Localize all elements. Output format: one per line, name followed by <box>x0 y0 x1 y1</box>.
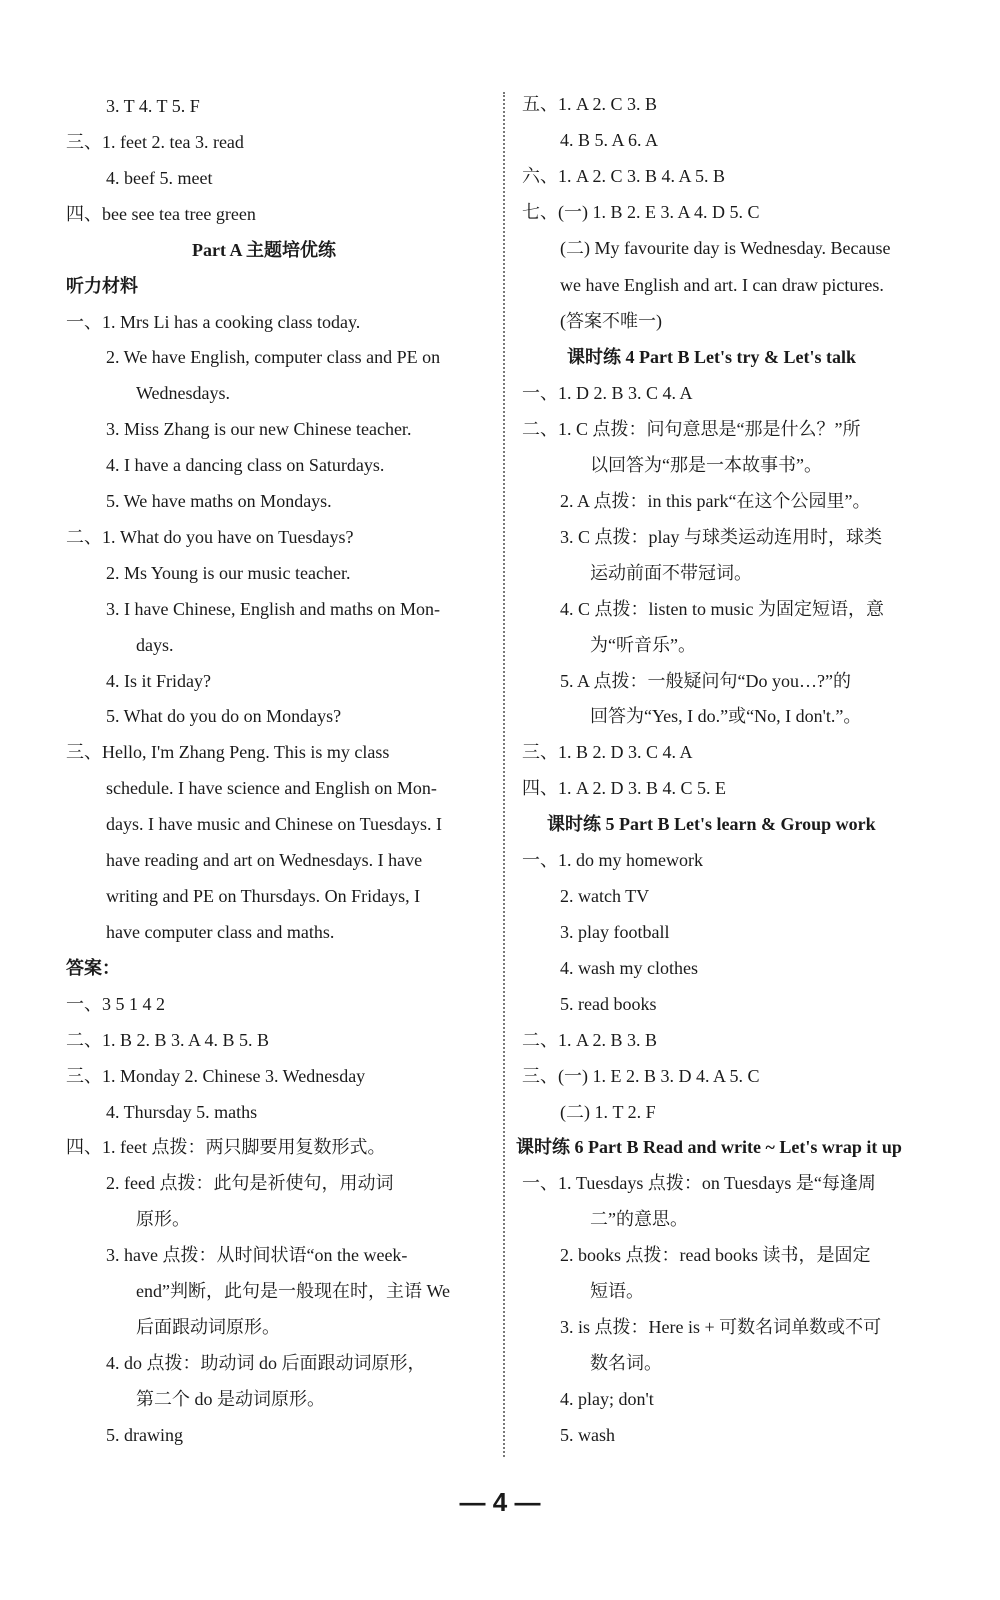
text-line: days. <box>136 635 174 655</box>
text-line: 三、1. B 2. D 3. C 4. A <box>522 742 693 762</box>
text-line: 二”的意思。 <box>590 1209 688 1229</box>
text-line: end”判断，此句是一般现在时，主语 We <box>136 1281 451 1301</box>
text-line: 2. feed 点拨：此句是祈使句，用动词 <box>106 1173 394 1193</box>
text-line: 后面跟动词原形。 <box>136 1317 280 1337</box>
text-line: 五、1. A 2. C 3. B <box>522 94 658 114</box>
text-line: 四、1. A 2. D 3. B 4. C 5. E <box>522 778 727 798</box>
text-line: 运动前面不带冠词。 <box>590 563 752 583</box>
text-line: 3. is 点拨：Here is + 可数名词单数或不可 <box>560 1317 882 1337</box>
text-line: 3. Miss Zhang is our new Chinese teacher. <box>106 419 412 439</box>
text-line: 二、1. A 2. B 3. B <box>522 1030 658 1050</box>
section-heading: 课时练 5 Part B Let's learn & Group work <box>547 814 876 834</box>
text-line: 一、1. D 2. B 3. C 4. A <box>522 383 693 403</box>
text-line: 三、Hello, I'm Zhang Peng. This is my class <box>66 742 390 762</box>
text-line: 回答为“Yes, I do.”或“No, I don't.”。 <box>590 706 862 726</box>
text-line: 4. Is it Friday? <box>106 671 211 691</box>
text-line: schedule. I have science and English on Mon- <box>106 778 437 798</box>
text-line: 六、1. A 2. C 3. B 4. A 5. B <box>522 166 726 186</box>
text-line: have reading and art on Wednesdays. I have <box>106 850 423 870</box>
text-line: 以回答为“那是一本故事书”。 <box>590 455 822 475</box>
text-line: 四、1. feet 点拨：两只脚要用复数形式。 <box>66 1137 386 1157</box>
text-line: 3. have 点拨：从时间状语“on the week- <box>106 1245 408 1265</box>
text-line: 为“听音乐”。 <box>590 635 696 655</box>
text-line: 原形。 <box>136 1209 190 1229</box>
text-line: 二、1. What do you have on Tuesdays? <box>66 527 354 547</box>
text-line: 3. T 4. T 5. F <box>106 96 200 116</box>
text-line: 一、1. do my homework <box>522 850 703 870</box>
section-heading: 听力材料 <box>66 276 138 296</box>
text-line: 5. drawing <box>106 1425 183 1445</box>
text-line: (二) 1. T 2. F <box>560 1102 656 1122</box>
text-line: we have English and art. I can draw pictures. <box>560 275 884 295</box>
text-line: 四、bee see tea tree green <box>66 204 256 224</box>
text-line: 三、1. Monday 2. Chinese 3. Wednesday <box>66 1066 366 1086</box>
text-line: 4. C 点拨：listen to music 为固定短语，意 <box>560 599 884 619</box>
section-heading: 课时练 4 Part B Let's try & Let's talk <box>567 347 856 367</box>
text-line: 3. play football <box>560 922 670 942</box>
text-line: 4. beef 5. meet <box>106 168 213 188</box>
text-line: 二、1. B 2. B 3. A 4. B 5. B <box>66 1030 270 1050</box>
text-line: 第二个 do 是动词原形。 <box>136 1389 325 1409</box>
text-line: 5. What do you do on Mondays? <box>106 706 342 726</box>
text-line: 三、1. feet 2. tea 3. read <box>66 132 244 152</box>
text-line: 4. do 点拨：助动词 do 后面跟动词原形， <box>106 1353 426 1373</box>
text-line: 二、1. C 点拨：问句意思是“那是什么？”所 <box>522 419 861 439</box>
text-line: 短语。 <box>590 1281 644 1301</box>
text-line: 4. B 5. A 6. A <box>560 130 659 150</box>
text-line: 4. I have a dancing class on Saturdays. <box>106 455 385 475</box>
text-line: 2. Ms Young is our music teacher. <box>106 563 351 583</box>
column-divider <box>503 92 505 1457</box>
text-line: (答案不唯一) <box>560 311 662 331</box>
section-heading: Part A 主题培优练 <box>192 240 336 260</box>
text-line: 2. watch TV <box>560 886 650 906</box>
text-line: 一、1. Tuesdays 点拨：on Tuesdays 是“每逢周 <box>522 1173 876 1193</box>
text-line: 2. books 点拨：read books 读书，是固定 <box>560 1245 871 1265</box>
text-line: 5. read books <box>560 994 657 1014</box>
text-line: days. I have music and Chinese on Tuesdays. I <box>106 814 442 834</box>
text-line: 2. A 点拨：in this park“在这个公园里”。 <box>560 491 871 511</box>
text-line: writing and PE on Thursdays. On Fridays, I <box>106 886 421 906</box>
text-line: 3. I have Chinese, English and maths on Mon- <box>106 599 440 619</box>
section-heading: 课时练 6 Part B Read and write ~ Let's wrap it up <box>516 1137 902 1157</box>
text-line: 4. play; don't <box>560 1389 654 1409</box>
text-line: 2. We have English, computer class and PE on <box>106 347 441 367</box>
text-line: have computer class and maths. <box>106 922 335 942</box>
text-line: 一、1. Mrs Li has a cooking class today. <box>66 312 361 332</box>
text-line: 三、(一) 1. E 2. B 3. D 4. A 5. C <box>522 1066 760 1086</box>
text-line: 4. wash my clothes <box>560 958 698 978</box>
text-line: (二) My favourite day is Wednesday. Because <box>560 238 891 258</box>
text-line: 5. We have maths on Mondays. <box>106 491 332 511</box>
text-line: 数名词。 <box>590 1353 662 1373</box>
text-line: 4. Thursday 5. maths <box>106 1102 258 1122</box>
section-heading: 答案： <box>66 958 120 978</box>
text-line: 3. C 点拨：play 与球类运动连用时，球类 <box>560 527 882 547</box>
text-line: 七、(一) 1. B 2. E 3. A 4. D 5. C <box>522 202 760 222</box>
page-number: — 4 — <box>459 1487 541 1517</box>
text-line: 5. wash <box>560 1425 615 1445</box>
text-line: Wednesdays. <box>136 383 231 403</box>
text-line: 5. A 点拨：一般疑问句“Do you…?”的 <box>560 671 851 691</box>
text-line: 一、3 5 1 4 2 <box>66 994 165 1014</box>
